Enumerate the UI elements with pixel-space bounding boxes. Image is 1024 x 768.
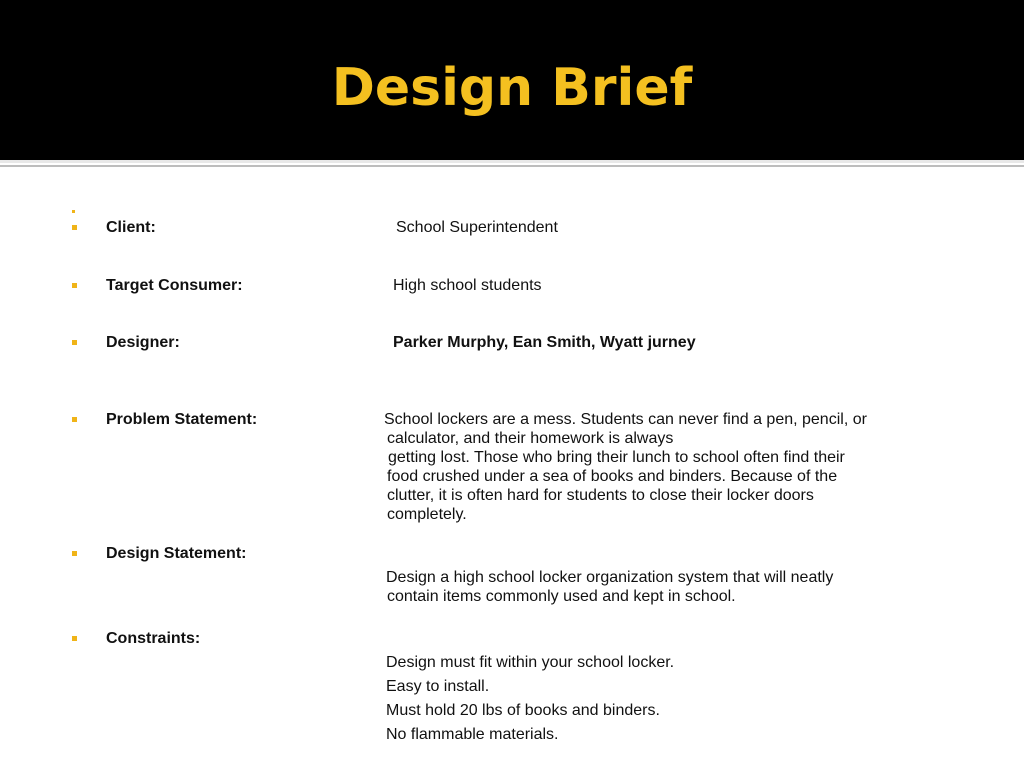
problem-statement-line: clutter, it is often hard for students to close their locker doors (387, 487, 814, 504)
bullet-icon (72, 417, 77, 422)
designer-value: Parker Murphy, Ean Smith, Wyatt jurney (393, 334, 696, 351)
header-divider-shadow (0, 165, 1024, 167)
slide-title: Design Brief (331, 58, 693, 118)
problem-statement-line: completely. (387, 506, 467, 523)
client-value: School Superintendent (396, 219, 558, 236)
designer-label: Designer: (106, 334, 180, 351)
header-divider (0, 160, 1024, 163)
problem-statement-line: food crushed under a sea of books and binders. Because of the (387, 468, 838, 485)
bullet-icon (72, 340, 77, 345)
problem-statement-line: getting lost. Those who bring their lunch to school often find their (388, 449, 845, 466)
bullet-icon (72, 283, 77, 288)
problem-statement-line: School lockers are a mess. Students can never find a pen, pencil, or (384, 411, 867, 428)
bullet-icon (72, 636, 77, 641)
design-statement-line: contain items commonly used and kept in school. (387, 588, 736, 605)
bullet-icon (72, 551, 77, 556)
constraint-item: No flammable materials. (386, 726, 559, 743)
constraints-label: Constraints: (106, 630, 201, 647)
client-label: Client: (106, 219, 156, 236)
design-statement-line: Design a high school locker organization system that will neatly (386, 569, 834, 586)
design-statement-label: Design Statement: (106, 545, 247, 562)
problem-statement-line: calculator, and their homework is always (387, 430, 674, 447)
bullet-icon (72, 225, 77, 230)
constraint-item: Design must fit within your school locker. (386, 654, 675, 671)
target-consumer-label: Target Consumer: (106, 277, 243, 294)
constraint-item: Must hold 20 lbs of books and binders. (386, 702, 660, 719)
target-consumer-value: High school students (393, 277, 542, 294)
constraint-item: Easy to install. (386, 678, 490, 695)
empty-bullet-icon (72, 210, 75, 213)
problem-statement-label: Problem Statement: (106, 411, 258, 428)
